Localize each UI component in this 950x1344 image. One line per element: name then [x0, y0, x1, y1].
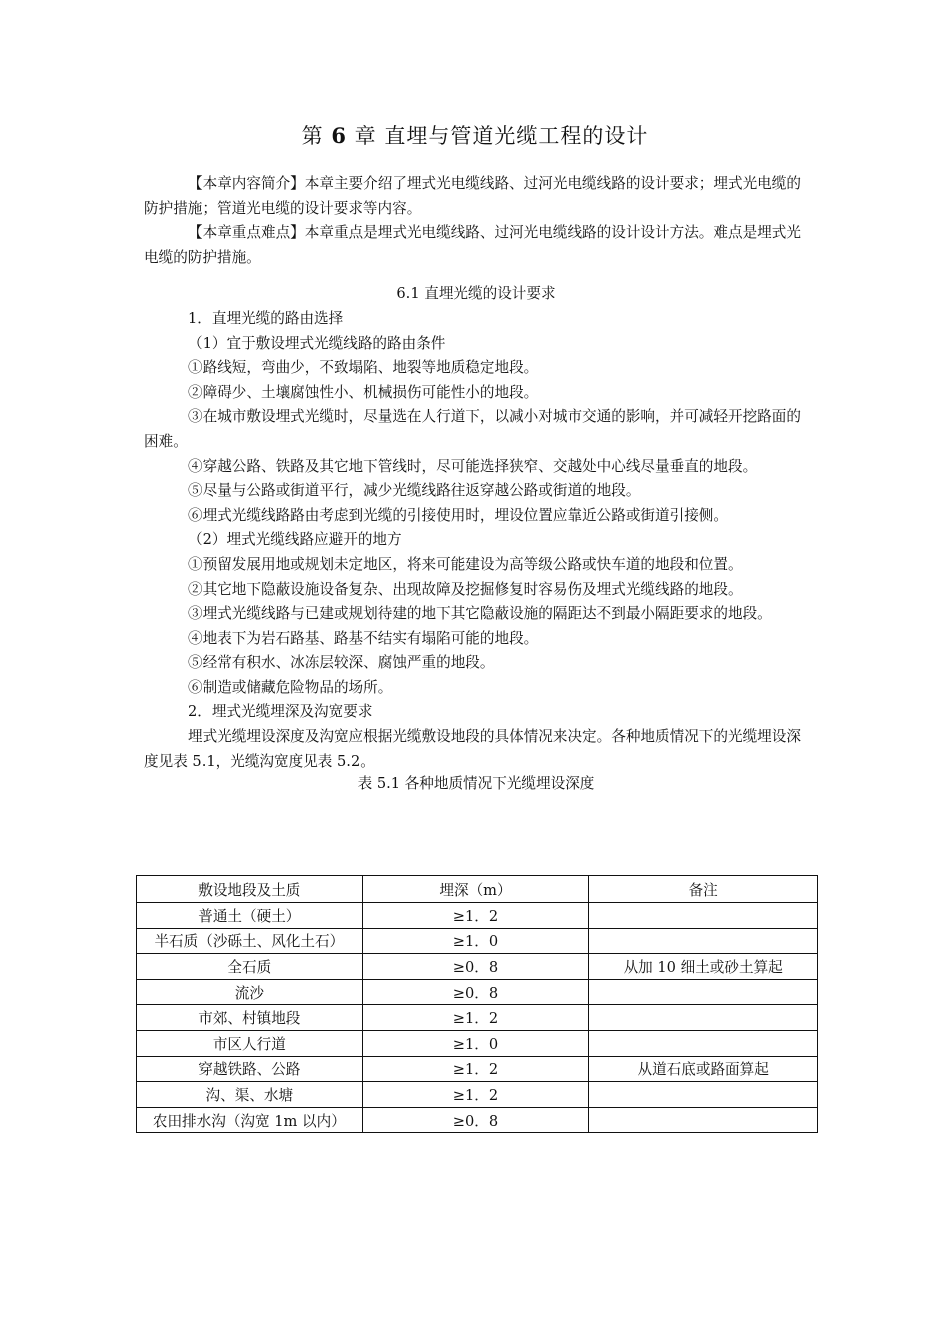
table-cell: ≥1．0: [362, 1030, 589, 1056]
list-item: ⑥埋式光缆线路路由考虑到光缆的引接使用时，埋设位置应靠近公路或街道引接侧。: [188, 506, 728, 524]
list-item: ③埋式光缆线路与已建或规划待建的地下其它隐蔽设施的隔距达不到最小隔距要求的地段。: [188, 605, 772, 623]
column-header: 备注: [589, 876, 818, 903]
chapter-title: [0, 120, 950, 150]
table-row: [137, 1082, 818, 1108]
subsection-heading: 2．埋式光缆埋深及沟宽要求: [188, 703, 373, 721]
list-item: ③在城市敷设埋式光缆时，尽量选在人行道下，以减小对城市交通的影响，并可减轻开挖路面的困难。: [144, 408, 801, 450]
table-cell: ≥0．8: [362, 954, 589, 980]
table-cell: [589, 1030, 818, 1056]
table-cell: ≥1．2: [362, 903, 589, 929]
table-cell: 从道石底或路面算起: [589, 1056, 818, 1082]
table-row: [137, 928, 818, 954]
table-cell: 市郊、村镇地段: [137, 1005, 363, 1031]
list-item: ⑤经常有积水、冰冻层较深、腐蚀严重的地段。: [188, 654, 495, 672]
column-header: 埋深（m）: [362, 876, 589, 903]
table-cell: 沟、渠、水塘: [137, 1082, 363, 1108]
table-cell: 从加 10 细土或砂土算起: [589, 954, 818, 980]
list-item: ④穿越公路、铁路及其它地下管线时，尽可能选择狭窄、交越处中心线尽量垂直的地段。: [188, 457, 758, 475]
list-item: ②障碍少、土壤腐蚀性小、机械损伤可能性小的地段。: [188, 383, 539, 401]
table-row: [137, 1030, 818, 1056]
table-cell: 市区人行道: [137, 1030, 363, 1056]
chapter-number: 6: [331, 123, 347, 148]
table-row: [137, 1056, 818, 1082]
table-cell: 普通土（硬土）: [137, 903, 363, 929]
table-cell: ≥0．8: [362, 979, 589, 1005]
table-cell: ≥0．8: [362, 1107, 589, 1133]
table-caption: 表 5.1 各种地质情况下光缆埋设深度: [357, 775, 595, 793]
list-item: ②其它地下隐蔽设施设备复杂、出现故障及挖掘修复时容易伤及埋式光缆线路的地段。: [188, 580, 743, 598]
table-row: [137, 979, 818, 1005]
list-heading: （2）埋式光缆线路应避开的地方: [188, 531, 402, 549]
list-item: ①路线短，弯曲少，不致塌陷、地裂等地质稳定地段。: [188, 359, 539, 377]
chapter-content: [144, 172, 808, 794]
intro-summary: 【本章内容简介】本章主要介绍了埋式光电缆线路、过河光电缆线路的设计要求；埋式光电缆的防护措施；管道光电缆的设计要求等内容。: [144, 175, 801, 217]
table-cell: ≥1．2: [362, 1005, 589, 1031]
subsection-heading: 1．直埋光缆的路由选择: [188, 309, 344, 327]
list-heading: （1）宜于敷设埋式光缆线路的路由条件: [188, 334, 446, 352]
list-item: ⑤尽量与公路或街道平行，减少光缆线路往返穿越公路或街道的地段。: [188, 482, 641, 500]
list-item: ④地表下为岩石路基、路基不结实有塌陷可能的地段。: [188, 629, 539, 647]
table-row: [137, 903, 818, 929]
table-cell: 全石质: [137, 954, 363, 980]
table-cell: 穿越铁路、公路: [137, 1056, 363, 1082]
table-cell: [589, 903, 818, 929]
table-cell: ≥1．2: [362, 1082, 589, 1108]
table-cell: [589, 928, 818, 954]
burial-depth-table: [136, 875, 818, 1133]
intro-key-points: 【本章重点难点】本章重点是埋式光电缆线路、过河光电缆线路的设计设计方法。难点是埋式光电缆的防护措施。: [144, 224, 801, 266]
chapter-title-text: 章 直埋与管道光缆工程的设计: [346, 124, 649, 148]
table-cell: [589, 979, 818, 1005]
list-item: ①预留发展用地或规划未定地区，将来可能建设为高等级公路或快车道的地段和位置。: [188, 555, 743, 573]
table-row: [137, 954, 818, 980]
table-cell: [589, 1082, 818, 1108]
table-cell: 农田排水沟（沟宽 1m 以内）: [137, 1107, 363, 1133]
table-cell: ≥1．2: [362, 1056, 589, 1082]
table-cell: 流沙: [137, 979, 363, 1005]
table-row: [137, 1107, 818, 1133]
section-heading: 6.1 直埋光缆的设计要求: [396, 285, 556, 303]
paragraph: 埋式光缆埋设深度及沟宽应根据光缆敷设地段的具体情况来决定。各种地质情况下的光缆埋设深度见表 5.1，光缆沟宽度见表 5.2。: [144, 728, 801, 770]
table-cell: [589, 1107, 818, 1133]
chapter-title-prefix: 第: [301, 124, 332, 148]
table-cell: [589, 1005, 818, 1031]
list-item: ⑥制造或储藏危险物品的场所。: [188, 678, 393, 696]
table-cell: 半石质（沙砾土、风化土石）: [137, 928, 363, 954]
table-cell: ≥1．0: [362, 928, 589, 954]
table-header-row: [137, 876, 818, 903]
column-header: 敷设地段及土质: [137, 876, 363, 903]
table-row: [137, 1005, 818, 1031]
